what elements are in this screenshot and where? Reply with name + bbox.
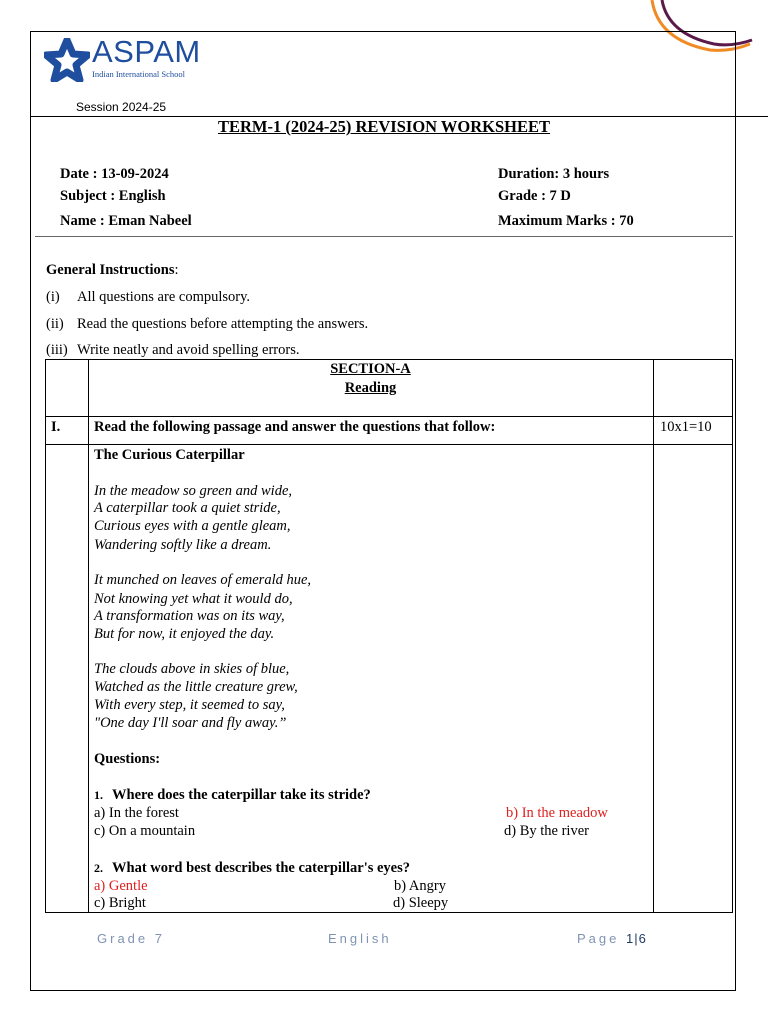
subject-field: Subject : English [60,188,166,204]
answer-option: d) By the river [504,823,589,839]
table-border-right [732,359,733,912]
grade-field: Grade : 7 D [498,188,571,204]
poem-line: With every step, it seemed to say, [94,697,285,713]
question-number: I. [51,419,61,435]
footer-subject: English [328,931,392,946]
poem-line: A caterpillar took a quiet stride, [94,500,281,516]
table-row-divider [45,416,733,417]
poem-line: But for now, it enjoyed the day. [94,626,275,642]
poem-line: The clouds above in skies of blue, [94,661,290,677]
table-column-divider [88,359,89,912]
date-field: Date : 13-09-2024 [60,166,169,182]
table-border-bottom [45,912,733,913]
student-name-field: Name : Eman Nabeel [60,213,192,229]
answer-option-highlighted: a) Gentle [94,878,148,894]
answer-option: d) Sleepy [393,895,449,911]
worksheet-title: TERM-1 (2024-25) REVISION WORKSHEET [217,117,551,136]
star-logo-icon [44,38,90,82]
answer-option-highlighted: b) In the meadow [506,805,608,821]
instructions-heading: General Instructions: [46,262,179,278]
duration-field: Duration: 3 hours [498,166,610,182]
question-text: 1. Where does the caterpillar take its stride? [94,787,371,803]
poem-line: Curious eyes with a gentle gleam, [94,518,291,534]
answer-option: c) On a mountain [94,823,196,839]
poem-line: "One day I'll soar and fly away.” [94,715,287,731]
poem-line: Watched as the little creature grew, [94,679,298,695]
poem-line: Wandering softly like a dream. [94,537,272,553]
instruction-item: (i) All questions are compulsory. [46,289,251,305]
instruction-item: (iii) Write neatly and avoid spelling errors. [46,342,300,358]
answer-option: c) Bright [94,895,146,911]
question-text: 2. What word best describes the caterpillar's eyes? [94,860,411,876]
poem-title: The Curious Caterpillar [94,447,245,463]
poem-line: Not knowing yet what it would do, [94,591,293,607]
marks-allocation: 10x1=10 [660,419,712,435]
questions-heading: Questions: [94,751,161,767]
answer-option: a) In the forest [94,805,179,821]
poem-line: It munched on leaves of emerald hue, [94,572,312,588]
school-name: ASPAM [92,34,201,69]
poem-line: A transformation was on its way, [94,608,285,624]
info-divider [35,236,733,237]
question-instruction: Read the following passage and answer the questions that follow: [94,419,496,435]
table-border-left [45,359,46,912]
poem-line: In the meadow so green and wide, [94,483,293,499]
instruction-item: (ii) Read the questions before attempting the answers. [46,316,369,332]
table-row-divider [45,444,733,445]
max-marks-field: Maximum Marks : 70 [498,213,634,229]
footer-grade: Grade 7 [97,931,165,946]
session-label: Session 2024-25 [76,100,167,114]
table-column-divider [653,359,654,912]
section-heading: SECTION-A Reading [330,361,411,396]
footer-page-number: Page 1|6 [577,931,647,946]
answer-option: b) Angry [394,878,446,894]
school-subtitle: Indian International School [92,69,186,79]
